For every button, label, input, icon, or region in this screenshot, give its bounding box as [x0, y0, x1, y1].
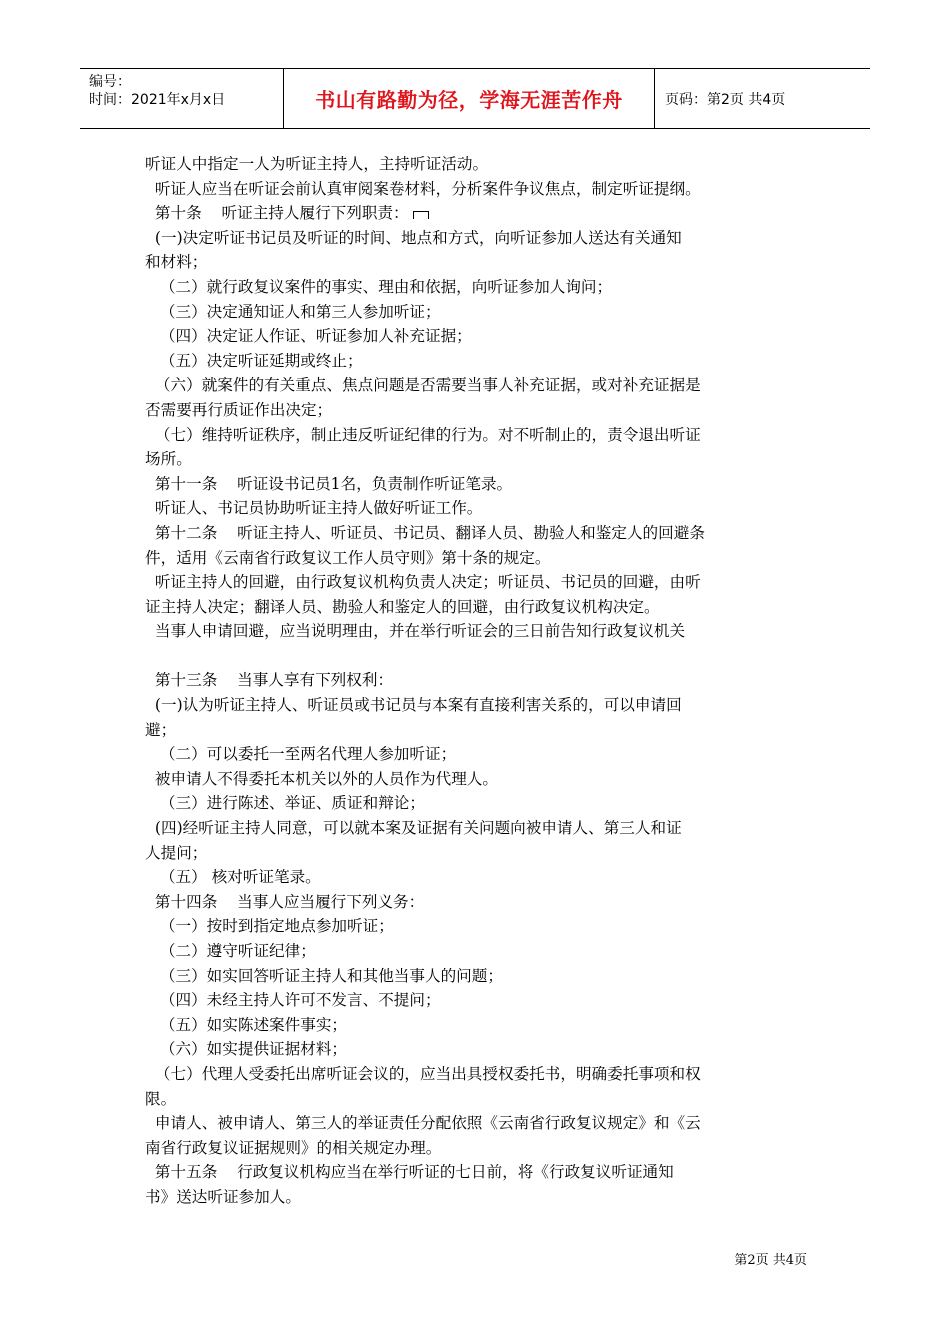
document-date-label: 时间：2021年x月x日	[89, 92, 226, 108]
body-line: （二）遵守听证纪律；	[145, 942, 316, 960]
body-line: 件，适用《云南省行政复议工作人员守则》第十条的规定。	[145, 548, 551, 567]
page-footer: 第2页 共4页	[734, 1253, 807, 1268]
body-line: （四）决定证人作证、听证参加人补充证据；	[145, 327, 472, 346]
body-line: （六）就案件的有关重点、焦点问题是否需要当事人补充证据，或对补充证据是	[145, 376, 701, 395]
body-line: 第十三条 当事人享有下列权利：	[145, 671, 394, 690]
body-line: （五）如实陈述案件事实；	[145, 1015, 348, 1034]
body-line: (四)经听证主持人同意，可以就本案及证据有关问题向被申请人、第三人和证	[145, 819, 682, 838]
header-meta	[80, 69, 283, 128]
body-line: 书》送达听证参加人。	[145, 1187, 301, 1206]
body-line: 南省行政复议证据规则》的相关规定办理。	[145, 1138, 442, 1157]
body-line: 人提问；	[145, 843, 208, 862]
body-line: (一)认为听证主持人、听证员或书记员与本案有直接利害关系的，可以申请回	[145, 696, 682, 715]
body-line: （四）未经主持人许可不发言、不提问；	[145, 991, 441, 1010]
body-line: 被申请人不得委托本机关以外的人员作为代理人。	[145, 769, 498, 788]
body-line: 申请人、被申请人、第三人的举证责任分配依照《云南省行政复议规定》和《云	[145, 1114, 701, 1133]
body-line: 否需要再行质证作出决定；	[145, 400, 333, 419]
body-line: 证主持人决定；翻译人员、勘验人和鉴定人的回避，由行政复议机构决定。	[145, 597, 660, 616]
page-header	[80, 68, 870, 129]
body-line: （一）按时到指定地点参加听证；	[145, 917, 394, 936]
body-line: （七）维持听证秩序，制止违反听证纪律的行为。对不听制止的，责令退出听证	[145, 425, 701, 444]
body-line: 限。	[145, 1089, 177, 1108]
body-line: 第十条 听证主持人履行下列职责：	[145, 201, 813, 226]
edit-mark-icon	[413, 211, 429, 219]
body-line: 第十一条 听证设书记员1名，负责制作听证笔录。	[145, 474, 513, 493]
body-line: 避；	[145, 720, 177, 739]
document-body	[145, 152, 813, 1210]
body-line: （五） 核对听证笔录。	[145, 868, 321, 887]
body-line: 听证人应当在听证会前认真审阅案卷材料，分析案件争议焦点，制定听证提纲。	[145, 179, 701, 198]
body-line: （六）如实提供证据材料；	[145, 1040, 348, 1059]
body-line: （七）代理人受委托出席听证会议的，应当出具授权委托书，明确委托事项和权	[145, 1064, 701, 1083]
document-number-label: 编号：	[89, 74, 131, 90]
body-line: 场所。	[145, 450, 192, 469]
body-line: （五）决定听证延期或终止；	[145, 351, 363, 370]
body-line: （三）决定通知证人和第三人参加听证；	[145, 302, 441, 321]
body-line: （二）就行政复议案件的事实、理由和依据，向听证参加人询问；	[145, 277, 613, 296]
body-line: 第十四条 当事人应当履行下列义务：	[145, 892, 425, 911]
header-page-number: 页码：第2页 共4页	[665, 91, 786, 108]
body-line: (一)决定听证书记员及听证的时间、地点和方式，向听证参加人送达有关通知	[145, 228, 682, 247]
body-line: （二）可以委托一至两名代理人参加听证；	[145, 745, 457, 764]
body-line: 当事人申请回避，应当说明理由，并在举行听证会的三日前告知行政复议机关	[145, 622, 686, 641]
body-line: 第十二条 听证主持人、听证员、书记员、翻译人员、勘验人和鉴定人的回避条	[145, 523, 705, 542]
body-line: 听证人、书记员协助听证主持人做好听证工作。	[145, 499, 483, 518]
body-line: （三）如实回答听证主持人和其他当事人的问题；	[145, 966, 503, 985]
body-line: 第十五条 行政复议机构应当在举行听证的七日前，将《行政复议听证通知	[145, 1163, 674, 1182]
body-line: 和材料；	[145, 253, 208, 272]
body-line: （三）进行陈述、举证、质证和辩论；	[145, 794, 425, 813]
header-motto: 书山有路勤为径，学海无涯苦作舟	[283, 69, 655, 128]
body-line	[145, 644, 813, 669]
body-line: 听证主持人的回避，由行政复议机构负责人决定；听证员、书记员的回避，由听	[145, 573, 701, 592]
body-line: 听证人中指定一人为听证主持人，主持听证活动。	[145, 155, 489, 173]
